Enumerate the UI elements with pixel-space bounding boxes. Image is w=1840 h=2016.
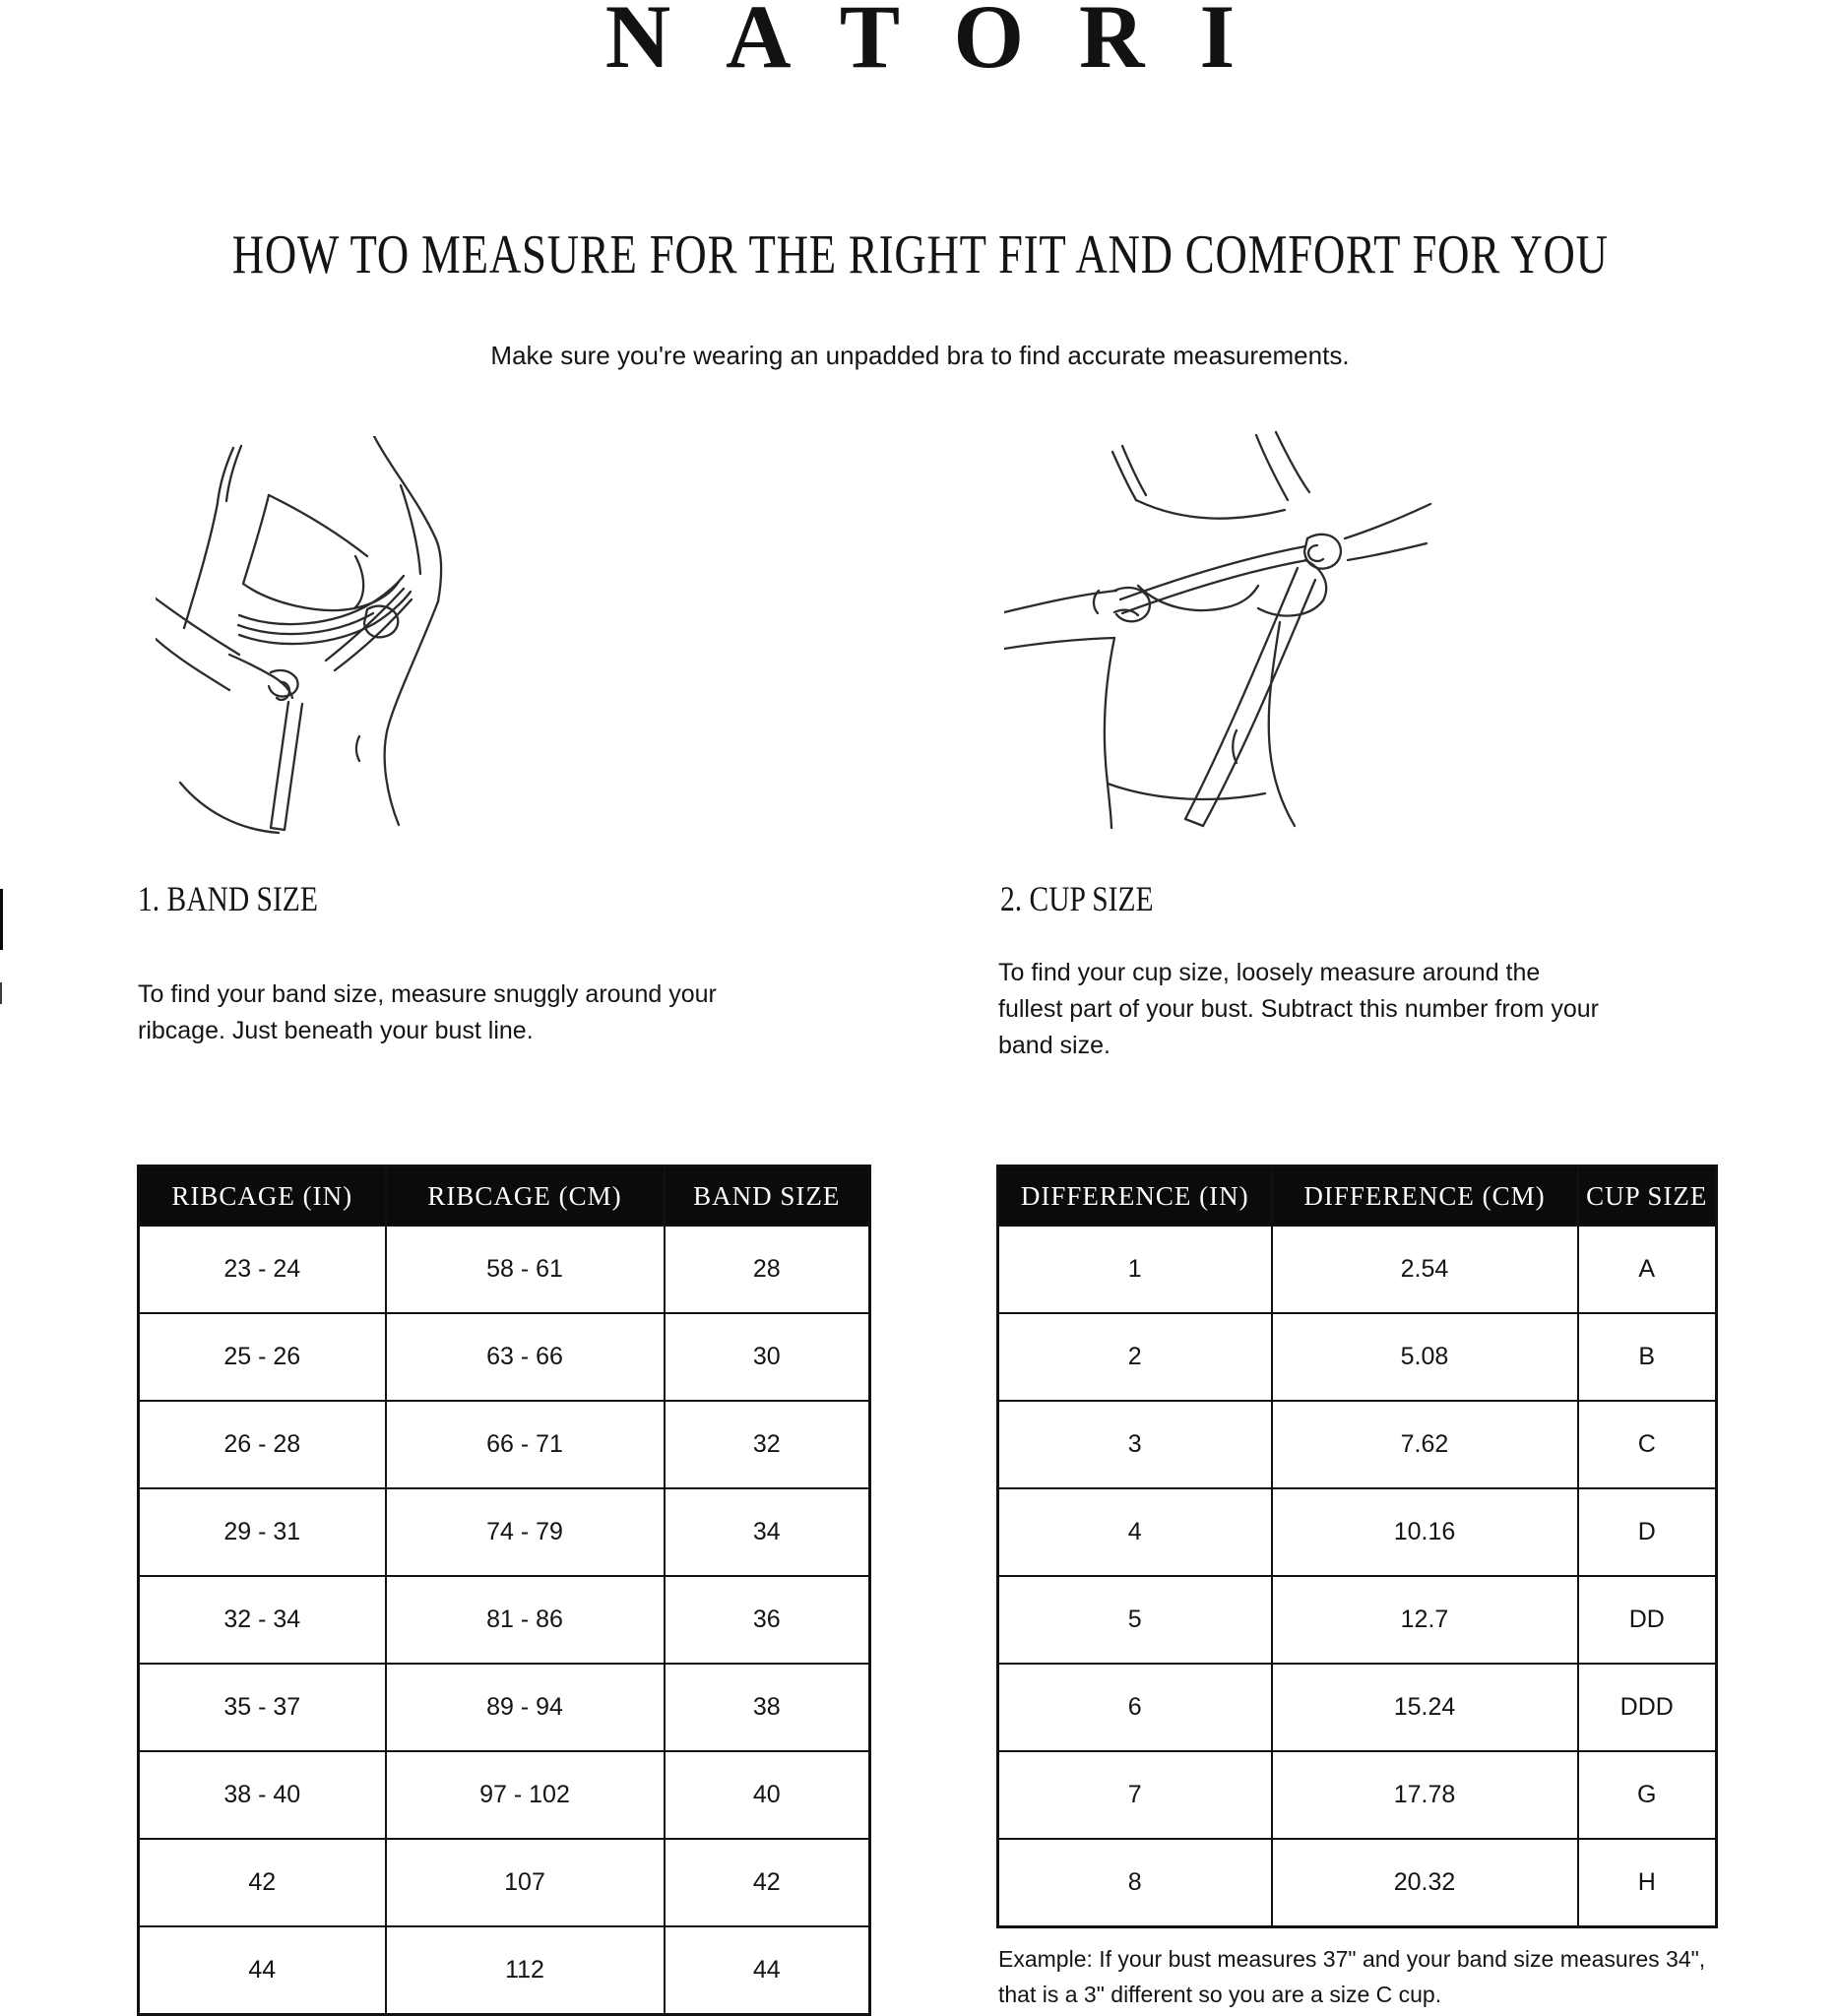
- cup-figure-lines: [1004, 432, 1430, 829]
- table-row: [139, 1488, 870, 1576]
- table-row: [998, 1576, 1717, 1664]
- table-cell: 30: [665, 1313, 870, 1401]
- table-cell: 5.08: [1272, 1313, 1578, 1401]
- table-cell: 35 - 37: [139, 1664, 386, 1751]
- table-cell: 28: [665, 1226, 870, 1313]
- table-row: [139, 1664, 870, 1751]
- table-header-row: [139, 1166, 870, 1227]
- band-size-heading-text: 1. BAND SIZE: [138, 879, 318, 918]
- table-row: [998, 1664, 1717, 1751]
- cup-size-description-line: fullest part of your bust. Subtract this number from your: [998, 995, 1599, 1023]
- cup-size-heading-text: 2. CUP SIZE: [1000, 879, 1154, 918]
- table-cell: 10.16: [1272, 1488, 1578, 1576]
- table-cell: 17.78: [1272, 1751, 1578, 1839]
- cup-size-heading: [1000, 879, 1187, 918]
- table-cell: 32: [665, 1401, 870, 1488]
- band-size-description: [138, 976, 717, 1049]
- table-cell: 38 - 40: [139, 1751, 386, 1839]
- table-cell: 29 - 31: [139, 1488, 386, 1576]
- table-cell: B: [1578, 1313, 1717, 1401]
- table-row: [998, 1839, 1717, 1927]
- table-cell: A: [1578, 1226, 1717, 1313]
- size-example-line: that is a 3" different so you are a size C cup.: [998, 1982, 1442, 2007]
- table-cell: 25 - 26: [139, 1313, 386, 1401]
- table-cell: 32 - 34: [139, 1576, 386, 1664]
- table-cell: 89 - 94: [386, 1664, 665, 1751]
- size-example-line: Example: If your bust measures 37" and your band size measures 34",: [998, 1946, 1706, 1972]
- table-cell: 81 - 86: [386, 1576, 665, 1664]
- table-header-cell: RIBCAGE (CM): [386, 1166, 665, 1227]
- table-cell: 36: [665, 1576, 870, 1664]
- table-header-cell: RIBCAGE (IN): [139, 1166, 386, 1227]
- brand-logo: NATORI: [604, 0, 1291, 87]
- cup-size-table: [996, 1165, 1718, 1928]
- band-size-description-line: To find your band size, measure snuggly around your: [138, 980, 717, 1008]
- cup-size-description-line: To find your cup size, loosely measure around the: [998, 959, 1541, 986]
- table-cell: 97 - 102: [386, 1751, 665, 1839]
- table-cell: 4: [998, 1488, 1272, 1576]
- table-header-cell: CUP SIZE: [1578, 1166, 1717, 1227]
- table-cell: 107: [386, 1839, 665, 1926]
- cup-size-description-line: band size.: [998, 1032, 1110, 1059]
- band-size-heading: [138, 879, 357, 918]
- table-cell: 66 - 71: [386, 1401, 665, 1488]
- table-cell: 23 - 24: [139, 1226, 386, 1313]
- cup-size-description: [998, 955, 1599, 1064]
- table-row: [139, 1226, 870, 1313]
- table-cell: H: [1578, 1839, 1717, 1927]
- table-row: [139, 1401, 870, 1488]
- table-row: [998, 1313, 1717, 1401]
- scan-edge-artifact: [0, 889, 3, 950]
- scan-edge-artifact: [0, 982, 2, 1004]
- table-row: [139, 1751, 870, 1839]
- page-title: [0, 224, 1840, 299]
- table-row: [998, 1226, 1717, 1313]
- cup-illustration-svg: [1004, 425, 1432, 829]
- table-cell: 1: [998, 1226, 1272, 1313]
- table-cell: 6: [998, 1664, 1272, 1751]
- table-cell: D: [1578, 1488, 1717, 1576]
- table-cell: 8: [998, 1839, 1272, 1927]
- size-example-note: [998, 1941, 1727, 2012]
- table-row: [998, 1401, 1717, 1488]
- table-cell: 40: [665, 1751, 870, 1839]
- table-cell: 2: [998, 1313, 1272, 1401]
- table-cell: 7.62: [1272, 1401, 1578, 1488]
- cup-measurement-illustration: [1004, 425, 1432, 829]
- table-row: [139, 1926, 870, 2015]
- table-cell: 7: [998, 1751, 1272, 1839]
- table-cell: 44: [665, 1926, 870, 2015]
- table-cell: DD: [1578, 1576, 1717, 1664]
- table-cell: 63 - 66: [386, 1313, 665, 1401]
- table-row: [998, 1751, 1717, 1839]
- band-measurement-illustration: [156, 436, 480, 840]
- page-title-text: HOW TO MEASURE FOR THE RIGHT FIT AND COMFORT FOR YOU: [231, 224, 1609, 285]
- page-subtitle: Make sure you're wearing an unpadded bra to find accurate measurements.: [490, 341, 1350, 370]
- table-cell: 38: [665, 1664, 870, 1751]
- table-cell: 2.54: [1272, 1226, 1578, 1313]
- table-cell: 112: [386, 1926, 665, 2015]
- band-size-table: [137, 1165, 871, 2016]
- table-row: [998, 1488, 1717, 1576]
- table-cell: 34: [665, 1488, 870, 1576]
- table-cell: 12.7: [1272, 1576, 1578, 1664]
- table-cell: 74 - 79: [386, 1488, 665, 1576]
- table-cell: 42: [665, 1839, 870, 1926]
- table-cell: 58 - 61: [386, 1226, 665, 1313]
- table-header-cell: DIFFERENCE (IN): [998, 1166, 1272, 1227]
- table-cell: G: [1578, 1751, 1717, 1839]
- band-figure-lines: [156, 436, 441, 833]
- table-cell: 26 - 28: [139, 1401, 386, 1488]
- table-cell: 44: [139, 1926, 386, 2015]
- table-row: [139, 1576, 870, 1664]
- table-cell: DDD: [1578, 1664, 1717, 1751]
- table-cell: 15.24: [1272, 1664, 1578, 1751]
- table-cell: 42: [139, 1839, 386, 1926]
- table-cell: 20.32: [1272, 1839, 1578, 1927]
- table-row: [139, 1839, 870, 1926]
- table-header-cell: BAND SIZE: [665, 1166, 870, 1227]
- table-row: [139, 1313, 870, 1401]
- band-illustration-svg: [156, 436, 480, 840]
- table-cell: C: [1578, 1401, 1717, 1488]
- table-cell: 5: [998, 1576, 1272, 1664]
- table-header-row: [998, 1166, 1717, 1227]
- band-size-description-line: ribcage. Just beneath your bust line.: [138, 1017, 534, 1044]
- table-header-cell: DIFFERENCE (CM): [1272, 1166, 1578, 1227]
- table-cell: 3: [998, 1401, 1272, 1488]
